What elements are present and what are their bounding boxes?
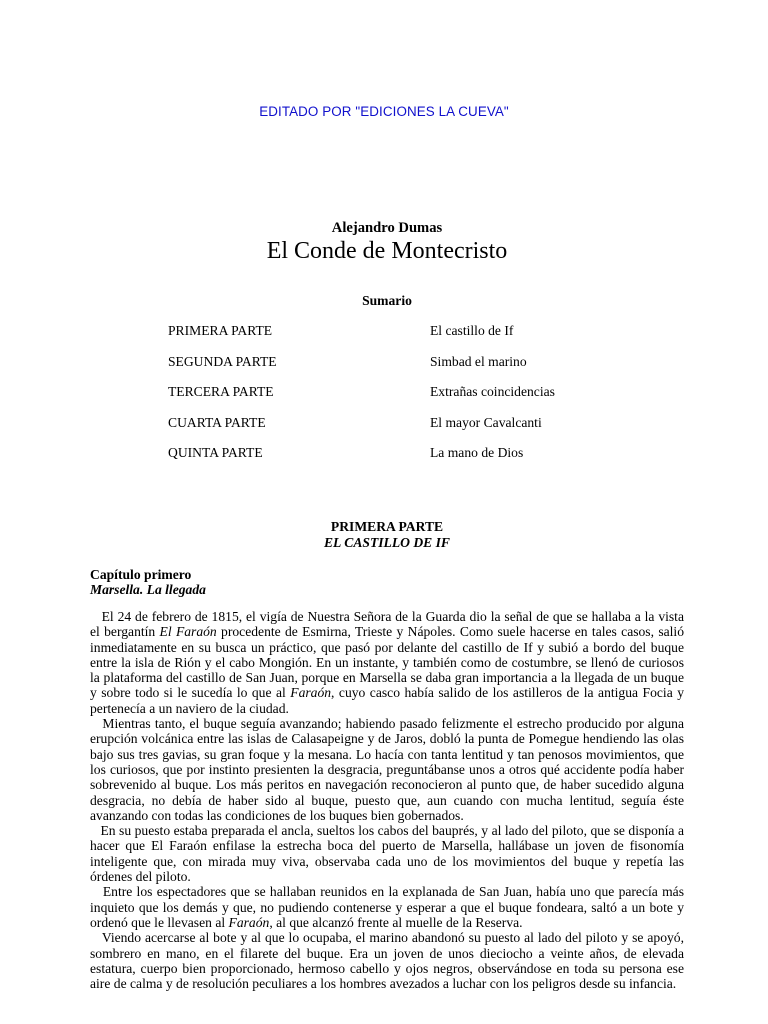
ship-name: Faraón [228,914,270,930]
toc-row [0,445,768,465]
paragraph-text: , al que alcanzó frente al muelle de la Reserva. [269,914,523,930]
editor-line: EDITADO POR "EDICIONES LA CUEVA" [259,104,509,119]
toc-part-title: Simbad el marino [430,354,527,369]
toc-part-title: El castillo de If [430,323,514,338]
toc-row [0,323,768,343]
paragraph-text: procedente de Esmirna, Trieste y Nápoles. Como suele hacerse en tales casos, salió inmediatamente en su busca un práctico, que pasó por delante del castillo de If y subió a bordo del buque entre la isla de Rión y el cabo Mongión. En un instante, y también como de costumbre, se llenó de curiosos la plataforma del castillo de San Juan, porque en Marsella se daba gran importancia a la llegada de un buque y sobre todo si le sucedía lo que al [90,624,684,701]
toc-row [0,415,768,435]
paragraph [90,930,684,991]
paragraph-text: En su puesto estaba preparada el ancla, sueltos los cabos del bauprés, y al lado del piloto, que se disponía a hacer que El Faraón enfilase la estrecha boca del puerto de Marsella, hallábase un joven de fisonomía inteligente que, con mirada muy viva, observaba cada uno de los movimientos del buque y repetía las órdenes del piloto. [90,823,684,885]
toc-part-label: PRIMERA PARTE [168,323,273,338]
paragraph [90,609,684,716]
paragraph-text: Viendo acercarse al bote y al que lo ocupaba, el marino abandonó su puesto al lado del piloto y se apoyó, sombrero en mano, en el filarete del buque. Era un joven de unos dieciocho a veinte años, de elevada estatura, cuerpo bien proporcionado, hermoso cabello y ojos negros, observándose en toda su persona ese aire de calma y de resolución peculiares a los hombres avezados a luchar con los peligros desde su infancia. [90,930,684,992]
summary-heading: Sumario [362,293,412,308]
toc-part-title: La mano de Dios [430,445,524,460]
toc-part-title: Extrañas coincidencias [430,384,555,399]
chapter-body [90,609,684,991]
toc-part-label: CUARTA PARTE [168,415,266,430]
toc-part-label: QUINTA PARTE [168,445,263,460]
chapter-title: Marsella. La llegada [90,582,206,597]
paragraph-text: Mientras tanto, el buque seguía avanzando; habiendo pasado felizmente el estrecho producido por alguna erupción volcánica entre las islas de Calasapeigne y de Jaros, dobló la punta de Pomegue hendiendo las olas bajo sus tres gavias, su gran foque y la mesana. Lo hacía con tanta lentitud y tan penosos movimientos, que los curiosos, que por instinto presienten la desgracia, preguntábanse unos a otros qué accidente podía haber sobrevenido al buque. Los más peritos en navegación reconocieron al punto que, de haber sucedido alguna desgracia, no debía de haber sido al buque, puesto que, aun cuando con mucha lentitud, seguía éste avanzando con todas las condiciones de los buques bien gobernados. [90,716,685,823]
toc-row [0,384,768,404]
part-heading [0,519,768,551]
book-title: El Conde de Montecristo [266,238,508,264]
chapter-heading [90,567,206,597]
toc-part-title: El mayor Cavalcanti [430,415,542,430]
chapter-label: Capítulo primero [90,567,192,582]
toc-part-label: SEGUNDA PARTE [168,354,277,369]
ship-name: El Faraón [159,624,217,640]
paragraph-text: El 24 de febrero de 1815, el vigía de Nuestra Señora de la Guarda dio la señal de que se hallaba a la vista el bergantín [90,609,684,640]
ship-name: Faraón [290,685,332,701]
author-name: Alejandro Dumas [331,220,443,236]
paragraph [90,716,684,823]
paragraph-text: Entre los espectadores que se hallaban reunidos en la explanada de San Juan, había uno que parecía más inquieto que los demás y que, no pudiendo contenerse y esperar a que el buque fondeara, saltó a un bote y ordenó que le llevasen al [90,884,684,930]
toc-part-label: TERCERA PARTE [168,384,274,399]
part-title: EL CASTILLO DE IF [323,535,450,550]
paragraph-text: , cuyo casco había salido de los astilleros de la antigua Focia y pertenecía a un naviero de la ciudad. [90,685,684,716]
paragraph [90,823,684,884]
toc-row [0,354,768,374]
paragraph [90,884,684,930]
part-label: PRIMERA PARTE [330,519,444,534]
